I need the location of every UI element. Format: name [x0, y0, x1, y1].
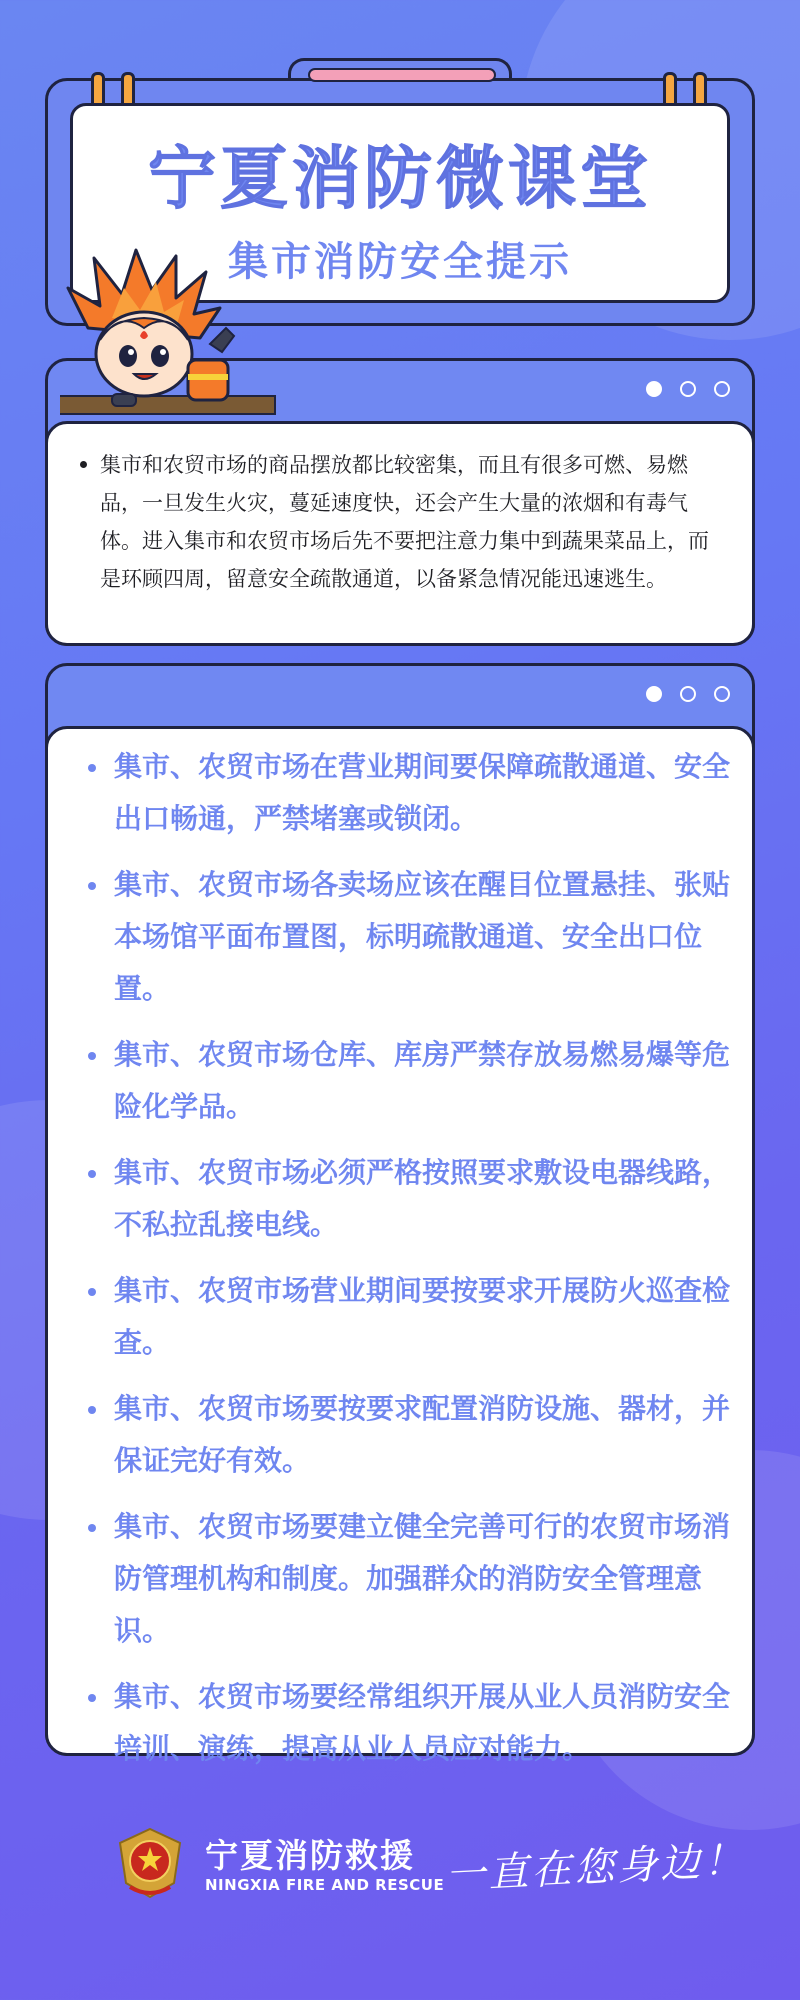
- tip-item: 集市、农贸市场在营业期间要保障疏散通道、安全出口畅通，严禁堵塞或锁闭。: [76, 741, 732, 845]
- tip-item: 集市、农贸市场要建立健全完善可行的农贸市场消防管理机构和制度。加强群众的消防安全管理意识。: [76, 1501, 732, 1657]
- page-subtitle: 集市消防安全提示: [228, 239, 572, 285]
- tips-card-body: [45, 726, 755, 1765]
- tip-item: 集市、农贸市场营业期间要按要求开展防火巡查检查。: [76, 1265, 732, 1369]
- fire-rescue-emblem-icon: [112, 1825, 188, 1901]
- dot-indicator: [646, 381, 662, 397]
- tip-item: 集市、农贸市场各卖场应该在醒目位置悬挂、张贴本场馆平面布置图，标明疏散通道、安全出口位置。: [76, 859, 732, 1015]
- card-dots: [646, 686, 730, 702]
- tips-list: [48, 729, 752, 1775]
- footer-slogan: 一直在您身边！: [444, 1837, 748, 1899]
- card-dots: [646, 381, 730, 397]
- header-pill: [308, 68, 496, 82]
- intro-paragraph: 集市和农贸市场的商品摆放都比较密集，而且有很多可燃、易燃品，一旦发生火灾，蔓延速度快，还会产生大量的浓烟和有毒气体。进入集市和农贸市场后先不要把注意力集中到蔬果菜品上，而是环顾四周，留意安全疏散通道，以备紧急情况能迅速逃生。: [80, 446, 728, 598]
- tip-item: 集市、农贸市场要按要求配置消防设施、器材，并保证完好有效。: [76, 1383, 732, 1487]
- dot-indicator: [680, 686, 696, 702]
- intro-list: [48, 424, 752, 598]
- tip-item: 集市、农贸市场仓库、库房严禁存放易燃易爆等危险化学品。: [76, 1029, 732, 1133]
- dot-indicator: [714, 686, 730, 702]
- intro-card-body: [45, 421, 755, 646]
- footer-org-name: 宁夏消防救援: [205, 1836, 415, 1875]
- dot-indicator: [680, 381, 696, 397]
- dot-indicator: [646, 686, 662, 702]
- dot-indicator: [714, 381, 730, 397]
- tips-card: [45, 663, 755, 1765]
- footer-org-name-en: NINGXIA FIRE AND RESCUE: [205, 1876, 445, 1894]
- tip-item: 集市、农贸市场必须严格按照要求敷设电器线路，不私拉乱接电线。: [76, 1147, 732, 1251]
- page-title: 宁夏消防微课堂: [147, 140, 652, 219]
- tip-item: 集市、农贸市场要经常组织开展从业人员消防安全培训、演练，提高从业人员应对能力。: [76, 1671, 732, 1775]
- firefighter-mascot-icon: [60, 248, 280, 418]
